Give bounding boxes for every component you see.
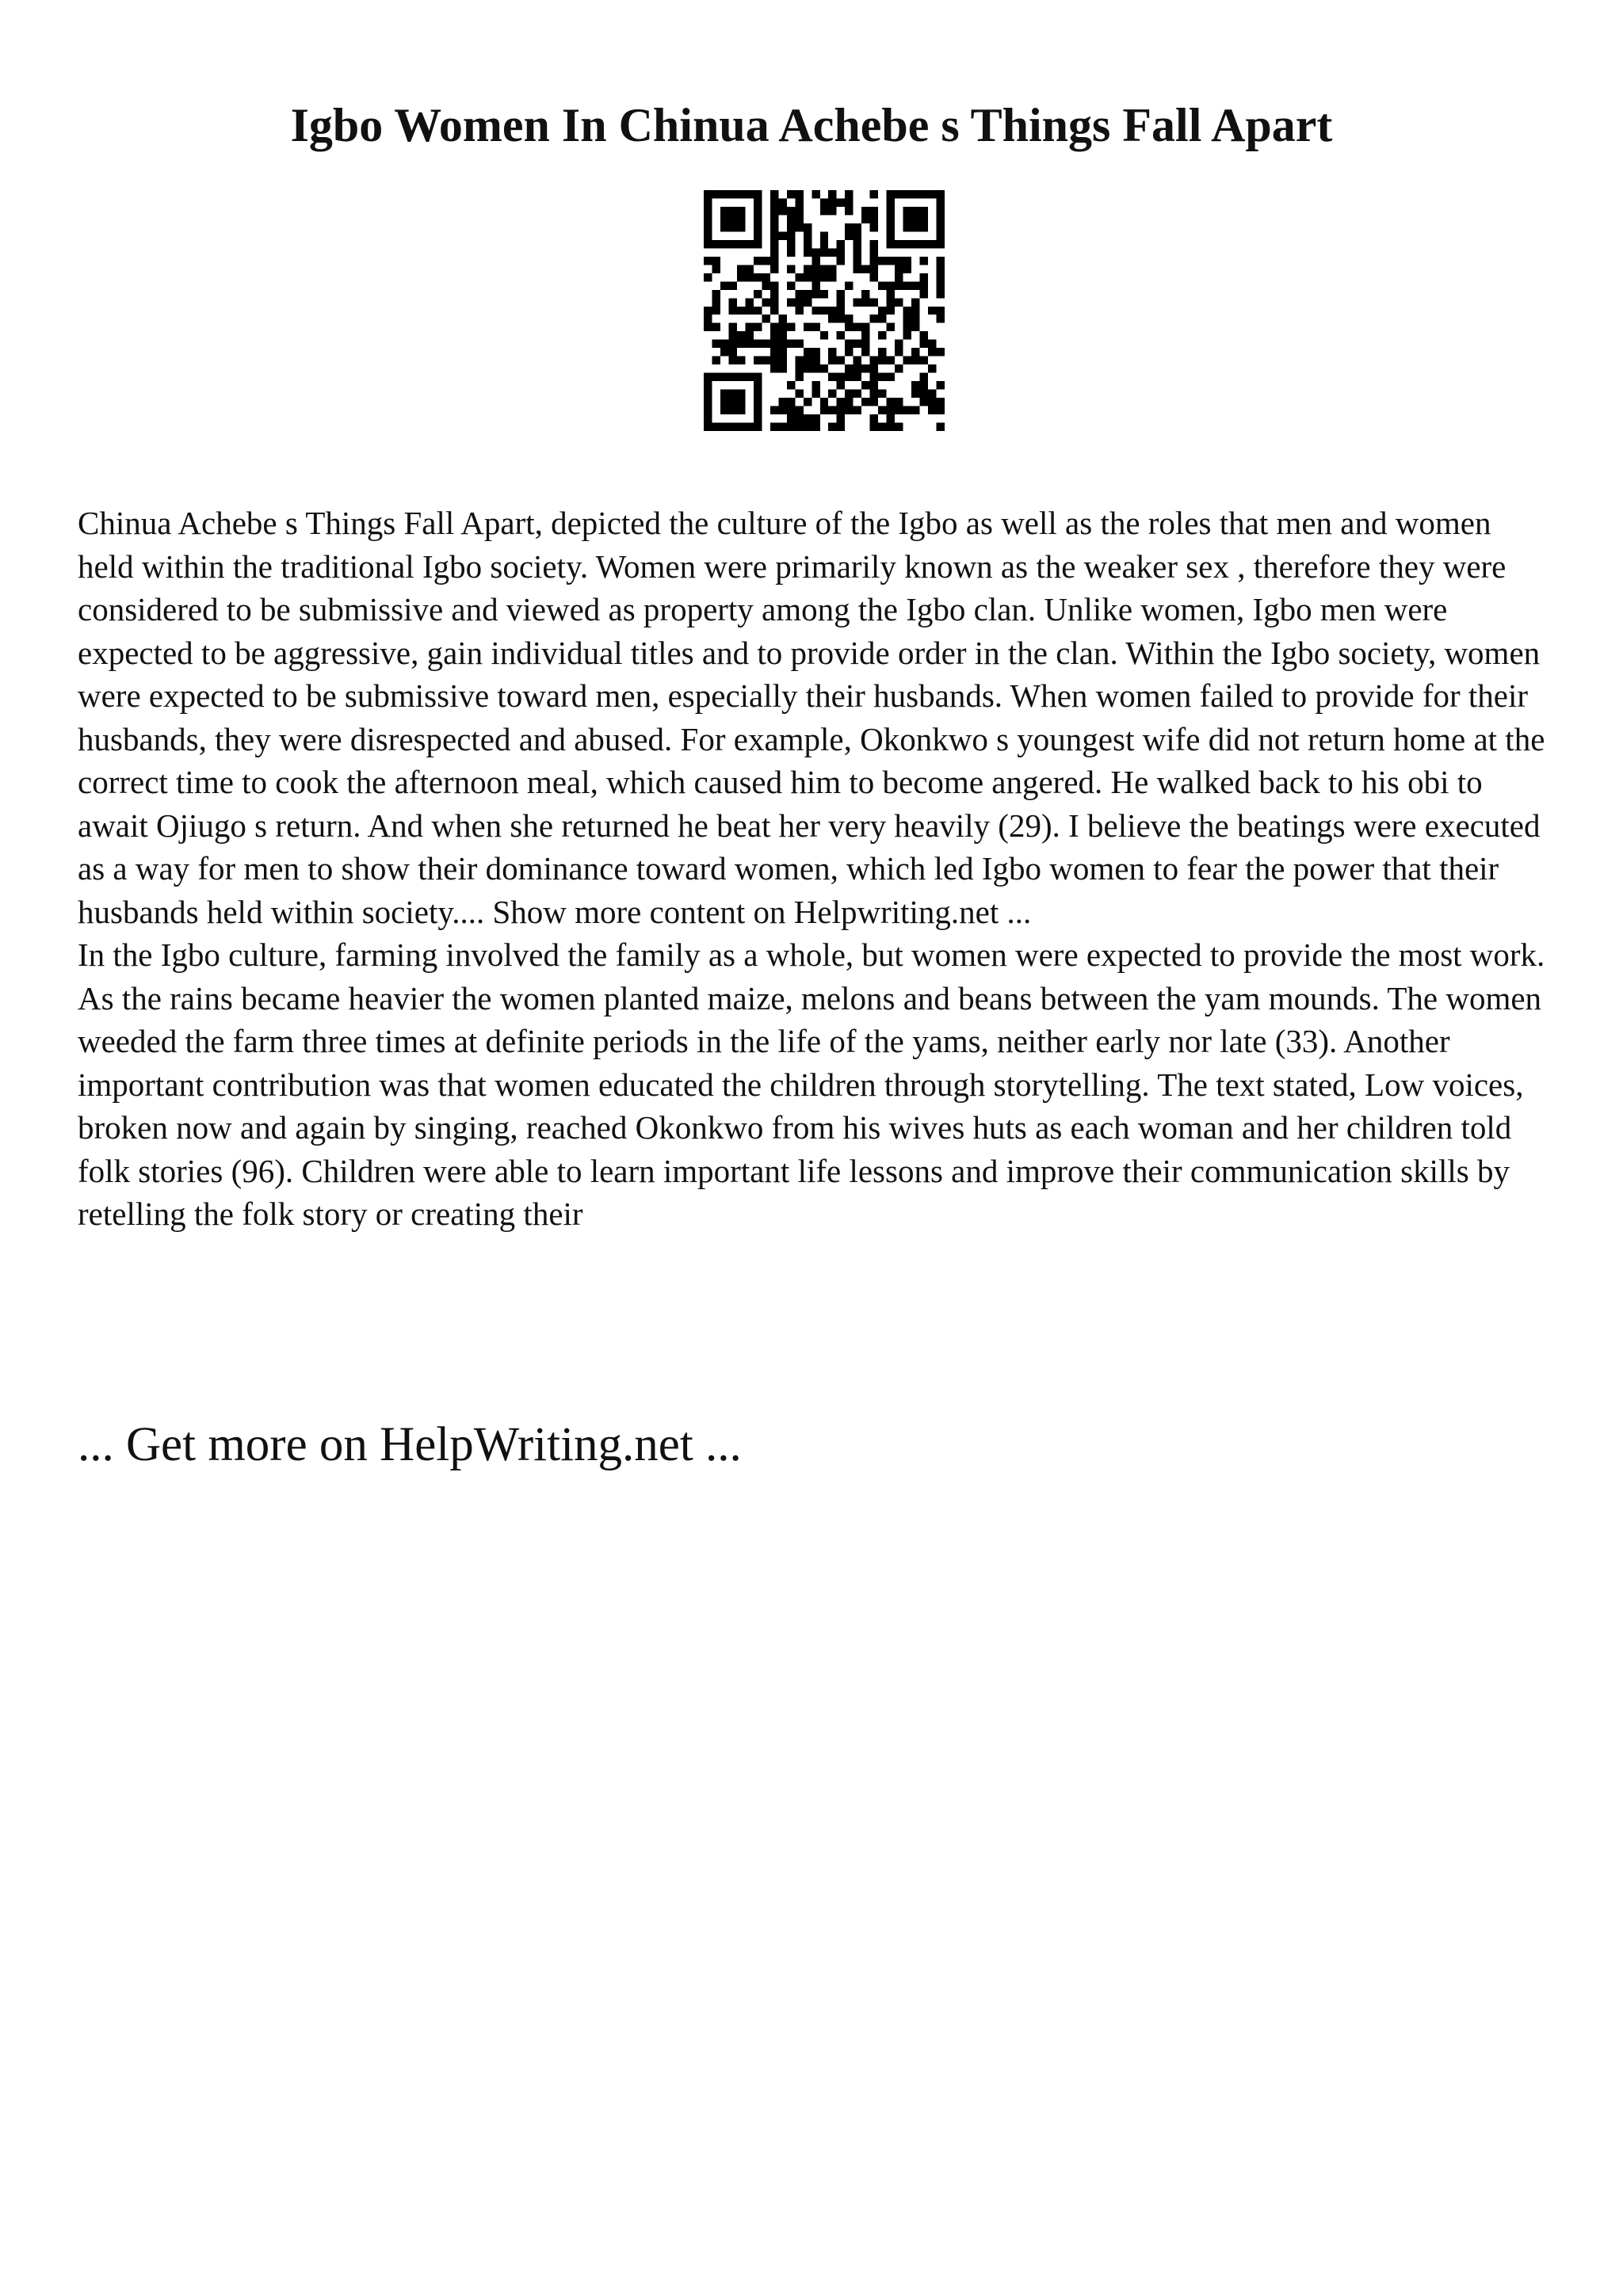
document-title: Igbo Women In Chinua Achebe s Things Fall Apart — [290, 99, 1333, 151]
qr-code-icon — [704, 190, 945, 431]
paragraph-1: Chinua Achebe s Things Fall Apart, depicted the culture of the Igbo as well as the roles that men and women held within the traditional Igbo society. Women were primarily known as the weaker sex , therefore they were considered to be submissive and viewed as property among the Igbo clan. Unlike women, Igbo men were expected to be aggressive, gain individual titles and to provide order in the clan. Within the Igbo society, women were expected to be submissive toward men, especially their husbands. When women failed to provide for their husbands, they were disrespected and abused. For example, Okonkwo s youngest wife did not return home at the correct time to cook the afternoon meal, which caused him to become angered. He walked back to his obi to await Ojiugo s return. And when she returned he beat her very heavily (29). I believe the beatings were executed as a way for men to show their dominance toward women, which led Igbo women to fear the power that their husbands held within society.... Show more content on Helpwriting.net ... — [78, 505, 1545, 930]
document-body — [78, 502, 1552, 1236]
paragraph-2: In the Igbo culture, farming involved the family as a whole, but women were expected to provide the most work. As the rains became heavier the women planted maize, melons and beans between the yam mounds. The women weeded the farm three times at definite periods in the life of the yams, neither early nor late (33). Another important contribution was that women educated the children through storytelling. The text stated, Low voices, broken now and again by singing, reached Okonkwo from his wives huts as each woman and her children told folk stories (96). Children were able to learn important life lessons and improve their communication skills by retelling the folk story or creating their — [78, 936, 1545, 1232]
get-more-link[interactable]: ... Get more on HelpWriting.net ... — [78, 1418, 742, 1471]
